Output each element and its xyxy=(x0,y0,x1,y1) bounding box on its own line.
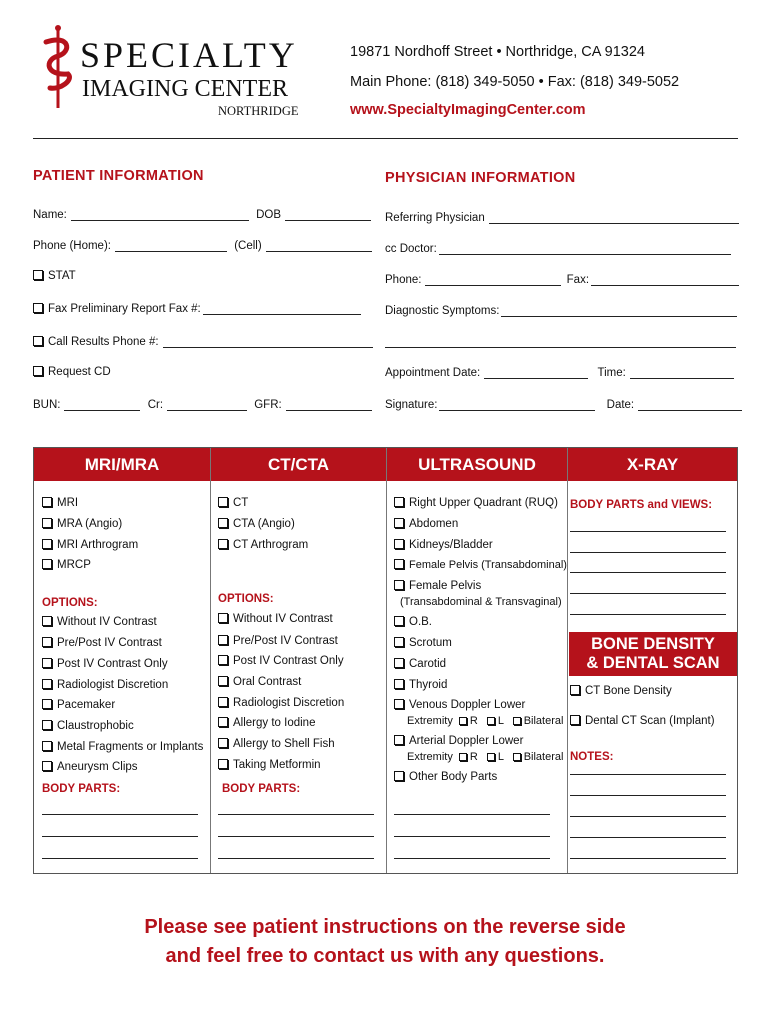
header-ct-cta: CT/CTA xyxy=(267,455,330,474)
header-mri-mra: MRI/MRA xyxy=(84,455,160,474)
us-other-line[interactable] xyxy=(394,814,550,815)
call-results-field[interactable]: Call Results Phone #: xyxy=(33,335,373,348)
diagnostic-symptoms-field[interactable]: Diagnostic Symptoms: xyxy=(385,304,737,317)
order-table xyxy=(33,447,738,874)
caduceus-icon xyxy=(40,24,76,110)
mri-body-parts-line[interactable] xyxy=(42,836,198,837)
physician-info-title: PHYSICIAN INFORMATION xyxy=(385,170,576,186)
bone-density-dental-header: BONE DENSITY & DENTAL SCAN xyxy=(569,632,737,676)
notes-line[interactable] xyxy=(570,795,726,796)
mri-option-metal[interactable]: Metal Fragments or Implants xyxy=(42,741,203,753)
referring-physician-field[interactable]: Referring Physician xyxy=(385,211,739,224)
notes-label: NOTES: xyxy=(570,751,614,763)
mri-option-without-iv[interactable]: Without IV Contrast xyxy=(42,616,157,628)
name-field[interactable]: Name: DOB xyxy=(33,208,371,221)
diagnostic-extra-line[interactable] xyxy=(385,347,736,348)
physician-phone-field[interactable]: Phone: Fax: xyxy=(385,273,739,286)
mri-option-radiologist[interactable]: Radiologist Discretion xyxy=(42,679,168,691)
ct-checkbox[interactable]: CT xyxy=(218,497,248,509)
lab-values-field[interactable]: BUN: Cr: GFR: xyxy=(33,398,372,411)
mrcp-checkbox[interactable]: MRCP xyxy=(42,559,91,571)
mri-option-aneurysm[interactable]: Aneurysm Clips xyxy=(42,761,138,773)
website-link[interactable]: www.SpecialtyImagingCenter.com xyxy=(350,102,586,118)
header-xray: X-RAY xyxy=(626,455,679,474)
ct-body-parts-line[interactable] xyxy=(218,814,374,815)
ct-option-without-iv[interactable]: Without IV Contrast xyxy=(218,613,333,625)
xray-views-line[interactable] xyxy=(570,552,726,553)
column-divider xyxy=(386,448,387,873)
notes-line[interactable] xyxy=(570,837,726,838)
mri-option-claustrophobic[interactable]: Claustrophobic xyxy=(42,720,134,732)
mra-angio-checkbox[interactable]: MRA (Angio) xyxy=(42,518,122,530)
ct-option-metformin[interactable]: Taking Metformin xyxy=(218,759,321,771)
us-carotid-checkbox[interactable]: Carotid xyxy=(394,658,446,670)
header-divider xyxy=(33,138,738,139)
mri-body-parts-label: BODY PARTS: xyxy=(42,783,121,795)
column-divider xyxy=(210,448,211,873)
us-female-pelvis-checkbox[interactable]: Female Pelvis xyxy=(394,580,481,592)
ct-option-iodine[interactable]: Allergy to Iodine xyxy=(218,717,315,729)
ct-option-pre-post-iv[interactable]: Pre/Post IV Contrast xyxy=(218,635,338,647)
column-divider xyxy=(567,448,568,873)
us-ob-checkbox[interactable]: O.B. xyxy=(394,616,432,628)
ct-arthrogram-checkbox[interactable]: CT Arthrogram xyxy=(218,539,308,551)
ct-options-label: OPTIONS: xyxy=(218,593,274,605)
us-female-pelvis-trans-checkbox[interactable]: Female Pelvis (Transabdominal) xyxy=(394,559,567,571)
us-venous-doppler-checkbox[interactable]: Venous Doppler Lower xyxy=(394,699,525,711)
xray-views-line[interactable] xyxy=(570,531,726,532)
patient-info-title: PATIENT INFORMATION xyxy=(33,168,204,184)
us-ruq-checkbox[interactable]: Right Upper Quadrant (RUQ) xyxy=(394,497,558,509)
stat-checkbox[interactable]: STAT xyxy=(33,270,76,282)
ct-body-parts-label: BODY PARTS: xyxy=(222,783,301,795)
logo-text-northridge: NORTHRIDGE xyxy=(218,104,299,118)
address: 19871 Nordhoff Street • Northridge, CA 91324 xyxy=(350,44,645,60)
mri-option-pre-post-iv[interactable]: Pre/Post IV Contrast xyxy=(42,637,162,649)
xray-views-line[interactable] xyxy=(570,572,726,573)
notes-line[interactable] xyxy=(570,858,726,859)
mri-arthrogram-checkbox[interactable]: MRI Arthrogram xyxy=(42,539,138,551)
ct-body-parts-line[interactable] xyxy=(218,836,374,837)
xray-views-line[interactable] xyxy=(570,593,726,594)
us-arterial-extremity[interactable]: Extremity R L Bilateral xyxy=(407,751,564,763)
dental-ct-checkbox[interactable]: Dental CT Scan (Implant) xyxy=(570,715,715,727)
ct-bone-density-checkbox[interactable]: CT Bone Density xyxy=(570,685,672,697)
notes-line[interactable] xyxy=(570,774,726,775)
mri-checkbox[interactable]: MRI xyxy=(42,497,78,509)
us-other-body-parts-checkbox[interactable]: Other Body Parts xyxy=(394,771,497,783)
mri-option-pacemaker[interactable]: Pacemaker xyxy=(42,699,115,711)
us-abdomen-checkbox[interactable]: Abdomen xyxy=(394,518,458,530)
us-other-line[interactable] xyxy=(394,836,550,837)
mri-body-parts-line[interactable] xyxy=(42,814,198,815)
footer-instructions: Please see patient instructions on the reverse side and feel free to contact us with any questions. xyxy=(144,916,626,967)
header-ultrasound: ULTRASOUND xyxy=(418,455,536,474)
us-thyroid-checkbox[interactable]: Thyroid xyxy=(394,679,447,691)
us-female-pelvis-subtext: (Transabdominal & Transvaginal) xyxy=(400,596,562,608)
logo-text-specialty: SPECIALTY xyxy=(80,35,298,75)
fax-prelim-field[interactable]: Fax Preliminary Report Fax #: xyxy=(33,302,361,315)
us-scrotum-checkbox[interactable]: Scrotum xyxy=(394,637,452,649)
us-kidneys-checkbox[interactable]: Kidneys/Bladder xyxy=(394,539,493,551)
request-cd-checkbox[interactable]: Request CD xyxy=(33,366,111,378)
phone-home-field[interactable]: Phone (Home): (Cell) xyxy=(33,239,372,252)
cc-doctor-field[interactable]: cc Doctor: xyxy=(385,242,731,255)
phone-fax: Main Phone: (818) 349-5050 • Fax: (818) 349-5052 xyxy=(350,74,680,90)
us-other-line[interactable] xyxy=(394,858,550,859)
notes-line[interactable] xyxy=(570,816,726,817)
xray-body-views-label: BODY PARTS and VIEWS: xyxy=(570,499,713,511)
mri-body-parts-line[interactable] xyxy=(42,858,198,859)
xray-views-line[interactable] xyxy=(570,614,726,615)
ct-option-shellfish[interactable]: Allergy to Shell Fish xyxy=(218,738,335,750)
us-arterial-doppler-checkbox[interactable]: Arterial Doppler Lower xyxy=(394,735,523,747)
mri-option-post-iv-only[interactable]: Post IV Contrast Only xyxy=(42,658,168,670)
ct-option-oral-contrast[interactable]: Oral Contrast xyxy=(218,676,301,688)
ct-option-radiologist[interactable]: Radiologist Discretion xyxy=(218,697,344,709)
appointment-date-field[interactable]: Appointment Date: Time: xyxy=(385,366,734,379)
us-venous-extremity[interactable]: Extremity R L Bilateral xyxy=(407,715,564,727)
logo-text-imaging-center: IMAGING CENTER xyxy=(82,76,288,102)
ct-body-parts-line[interactable] xyxy=(218,858,374,859)
cta-angio-checkbox[interactable]: CTA (Angio) xyxy=(218,518,295,530)
signature-field[interactable]: Signature: Date: xyxy=(385,398,742,411)
mri-options-label: OPTIONS: xyxy=(42,597,98,609)
ct-option-post-iv-only[interactable]: Post IV Contrast Only xyxy=(218,655,344,667)
